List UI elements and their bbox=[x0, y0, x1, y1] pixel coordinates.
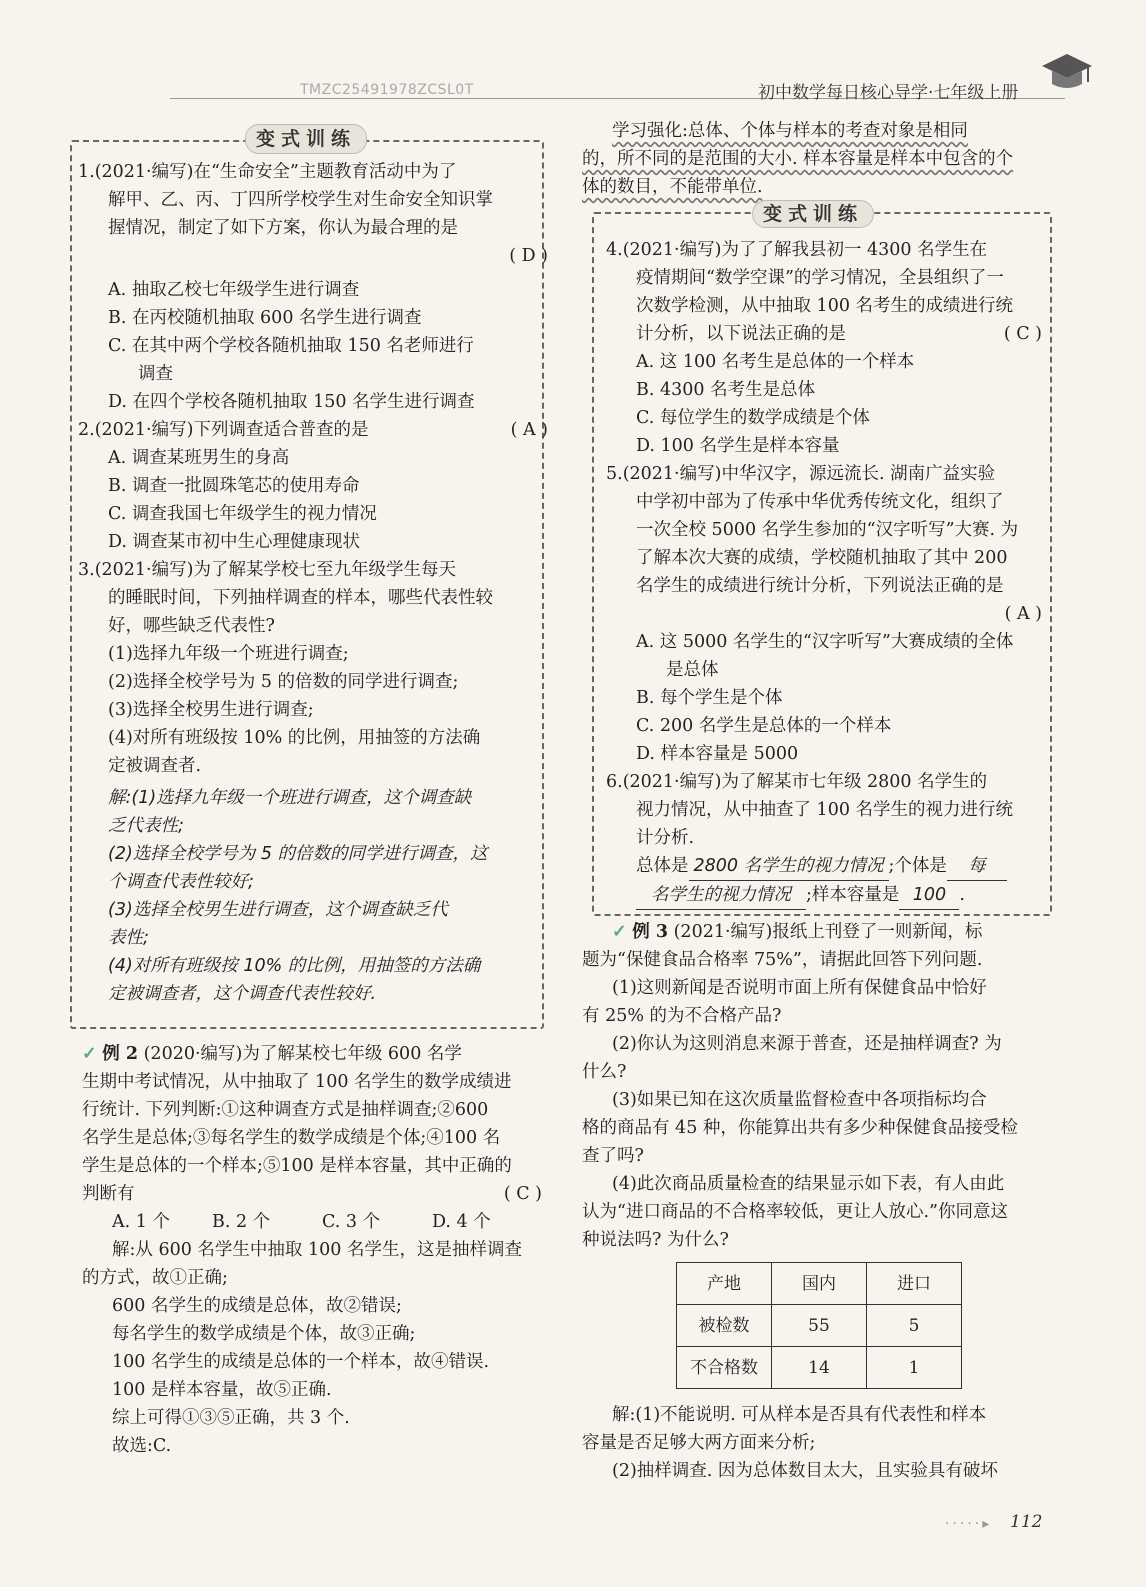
q4-answer: ( C ) bbox=[1003, 324, 1042, 344]
q5-line-4: 了解本次大赛的成绩，学校随机抽取了其中 200 bbox=[636, 548, 1008, 568]
ex3-line-6: 什么? bbox=[582, 1062, 627, 1082]
study-note bbox=[582, 117, 1052, 201]
ex2-answer: ( C ) bbox=[503, 1184, 542, 1204]
q5-option-a: A. 这 5000 名学生的“汉字听写”大赛成绩的全体 bbox=[636, 632, 1014, 652]
q4-option-d: D. 100 名学生是样本容量 bbox=[636, 436, 840, 456]
table-row bbox=[677, 1305, 962, 1347]
ex3-line-2: 题为“保健食品合格率 75%”，请据此回答下列问题. bbox=[582, 950, 983, 970]
table-header-cell: 进口 bbox=[867, 1263, 962, 1305]
q5-answer: ( A ) bbox=[1004, 604, 1042, 624]
q4-line-2: 疫情期间“数学空课”的学习情况，全县组织了一 bbox=[636, 268, 1004, 288]
right-column-box-content bbox=[606, 236, 1042, 910]
q3-sol-4: 个调查代表性较好; bbox=[108, 872, 254, 892]
q6-blank-population: 2800 名学生的视力情况 bbox=[689, 852, 889, 881]
q5-option-d: D. 样本容量是 5000 bbox=[636, 744, 799, 764]
ex3-line-3: (1)这则新闻是否说明市面上所有保健食品中恰好 bbox=[612, 978, 987, 998]
q1-line-1: 1.(2021·编写)在“生命安全”主题教育活动中为了 bbox=[78, 162, 457, 182]
ex2-line-2: 生期中考试情况，从中抽取了 100 名学生的数学成绩进 bbox=[82, 1072, 512, 1092]
q6-line-3: 计分析. bbox=[636, 828, 695, 848]
q3-sol-2: 乏代表性; bbox=[108, 816, 184, 836]
ex3-line-10: (4)此次商品质量检查的结果显示如下表，有人由此 bbox=[612, 1174, 1005, 1194]
ex2-line-4: 名学生是总体;③每名学生的数学成绩是个体;④100 名 bbox=[82, 1128, 501, 1148]
ex2-option-b: B. 2 个 bbox=[212, 1212, 271, 1232]
ex2-line-6 bbox=[82, 1180, 542, 1208]
q6-fill-c-prefix: ;样本容量是 bbox=[806, 885, 900, 905]
q5-line-5: 名学生的成绩进行统计分析，下列说法正确的是 bbox=[636, 576, 1004, 596]
q1-option-c-cont: 调查 bbox=[138, 364, 173, 384]
ex2-line-1 bbox=[82, 1040, 542, 1068]
table-cell: 不合格数 bbox=[677, 1347, 772, 1389]
q6-fill-line-2 bbox=[606, 881, 1042, 910]
ex2-options bbox=[82, 1208, 542, 1236]
q3-sol-8: 定被调查者，这个调查代表性较好. bbox=[108, 984, 377, 1004]
ex2-option-c: C. 3 个 bbox=[322, 1212, 381, 1232]
ex2-line-6-text: 判断有 bbox=[82, 1184, 135, 1204]
table-header-row bbox=[677, 1263, 962, 1305]
table-cell: 5 bbox=[867, 1305, 962, 1347]
ex2-sol-2: 的方式，故①正确; bbox=[82, 1268, 228, 1288]
q2-stem-text: 2.(2021·编写)下列调查适合普查的是 bbox=[78, 420, 369, 440]
q2-stem bbox=[78, 416, 548, 444]
ex2-sol-7: 综上可得①③⑤正确，共 3 个. bbox=[112, 1408, 350, 1428]
ex2-sol-3: 600 名学生的成绩是总体，故②错误; bbox=[112, 1296, 402, 1316]
q6-fill-b-prefix: ;个体是 bbox=[888, 856, 947, 876]
q6-blank-individual-1: 每 bbox=[947, 852, 1007, 881]
q3-sol-6: 表性; bbox=[108, 928, 149, 948]
study-line-2: 的，所不同的是范围的大小. 样本容量是样本中包含的个 bbox=[582, 149, 1014, 169]
check-icon: ✓ bbox=[82, 1044, 97, 1064]
table-cell: 55 bbox=[772, 1305, 867, 1347]
q6-blank-sample-size: 100 bbox=[899, 881, 959, 910]
ex3-sol-1: 解:(1)不能说明. 可从样本是否具有代表性和样本 bbox=[612, 1405, 987, 1425]
q3-line-7: (4)对所有班级按 10% 的比例，用抽签的方法确 bbox=[108, 728, 481, 748]
q3-line-3: 好，哪些缺乏代表性? bbox=[108, 616, 275, 636]
table-header-cell: 国内 bbox=[772, 1263, 867, 1305]
ex3-line-11: 认为“进口商品的不合格率较低，更让人放心.”你同意这 bbox=[582, 1202, 1008, 1222]
ex3-line-7: (3)如果已知在这次质量监督检查中各项指标均合 bbox=[612, 1090, 987, 1110]
ex2-option-a: A. 1 个 bbox=[112, 1212, 170, 1232]
ex3-line-8: 格的商品有 45 种，你能算出共有多少种保健食品接受检 bbox=[582, 1118, 1018, 1138]
q1-line-3: 握情况，制定了如下方案，你认为最合理的是 bbox=[108, 218, 458, 238]
q5-line-1: 5.(2021·编写)中华汉字，源远流长. 湖南广益实验 bbox=[606, 464, 996, 484]
ex3-line-9: 查了吗? bbox=[582, 1146, 644, 1166]
q3-sol-7: (4)对所有班级按 10% 的比例，用抽签的方法确 bbox=[108, 956, 481, 976]
page-number: 112 bbox=[1010, 1512, 1043, 1532]
ex2-line-3: 行统计. 下列判断:①这种调查方式是抽样调查;②600 bbox=[82, 1100, 489, 1120]
ex2-option-d: D. 4 个 bbox=[432, 1212, 491, 1232]
q3-sol-1: 解:(1)选择九年级一个班进行调查，这个调查缺 bbox=[108, 788, 472, 808]
q1-option-b: B. 在丙校随机抽取 600 名学生进行调查 bbox=[108, 308, 422, 328]
ex3-line-4: 有 25% 的为不合格产品? bbox=[582, 1006, 782, 1026]
ex3-sol-3: (2)抽样调查. 因为总体数目太大，且实验具有破坏 bbox=[612, 1461, 998, 1481]
study-line-1: 学习强化:总体、个体与样本的考查对象是相同 bbox=[612, 121, 968, 141]
ex2-sol-1: 解:从 600 名学生中抽取 100 名学生，这是抽样调查 bbox=[112, 1240, 522, 1260]
q4-line-4-text: 计分析，以下说法正确的是 bbox=[636, 324, 846, 344]
product-table bbox=[676, 1262, 962, 1389]
q6-fill-line-1 bbox=[606, 852, 1042, 881]
q6-blank-individual-2: 名学生的视力情况 bbox=[636, 881, 806, 910]
q2-answer: ( A ) bbox=[510, 420, 548, 440]
q2-option-c: C. 调查我国七年级学生的视力情况 bbox=[108, 504, 377, 524]
q3-line-5: (2)选择全校学号为 5 的倍数的同学进行调查; bbox=[108, 672, 459, 692]
q3-line-4: (1)选择九年级一个班进行调查; bbox=[108, 644, 349, 664]
q3-line-1: 3.(2021·编写)为了解某学校七至九年级学生每天 bbox=[78, 560, 456, 580]
q5-option-b: B. 每个学生是个体 bbox=[636, 688, 783, 708]
ex3-line-1 bbox=[582, 918, 1050, 946]
table-row bbox=[677, 1347, 962, 1389]
study-line-3: 体的数目，不能带单位. bbox=[582, 177, 763, 197]
q4-option-c: C. 每位学生的数学成绩是个体 bbox=[636, 408, 870, 428]
header-title: 初中数学每日核心导学·七年级上册 bbox=[758, 83, 1019, 103]
ex2-label: 例 2 bbox=[102, 1044, 139, 1064]
ex2-line-5: 学生是总体的一个样本;⑤100 是样本容量，其中正确的 bbox=[82, 1156, 512, 1176]
ex2-sol-6: 100 是样本容量，故⑤正确. bbox=[112, 1380, 332, 1400]
example-3 bbox=[582, 918, 1050, 1485]
graduation-cap-icon bbox=[1040, 48, 1094, 96]
q1-line-2: 解甲、乙、丙、丁四所学校学生对生命安全知识掌 bbox=[108, 190, 493, 210]
ex3-line-12: 种说法吗? 为什么? bbox=[582, 1230, 729, 1250]
q1-option-a: A. 抽取乙校七年级学生进行调查 bbox=[108, 280, 360, 300]
check-icon-2: ✓ bbox=[612, 922, 627, 942]
q4-option-a: A. 这 100 名考生是总体的一个样本 bbox=[636, 352, 915, 372]
left-box-title: 变式训练 bbox=[245, 124, 367, 154]
q5-option-a-cont: 是总体 bbox=[666, 660, 719, 680]
right-box-title: 变式训练 bbox=[752, 200, 874, 228]
table-header-cell: 产地 bbox=[677, 1263, 772, 1305]
ex3-sol-2: 容量是否足够大两方面来分析; bbox=[582, 1433, 816, 1453]
q3-line-6: (3)选择全校男生进行调查; bbox=[108, 700, 314, 720]
q1-option-d: D. 在四个学校各随机抽取 150 名学生进行调查 bbox=[108, 392, 475, 412]
q2-option-b: B. 调查一批圆珠笔芯的使用寿命 bbox=[108, 476, 360, 496]
q5-answer-line bbox=[606, 600, 1042, 628]
ex3-label: 例 3 bbox=[632, 922, 669, 942]
table-cell: 14 bbox=[772, 1347, 867, 1389]
table-cell: 1 bbox=[867, 1347, 962, 1389]
ex2-sol-4: 每名学生的数学成绩是个体，故③正确; bbox=[112, 1324, 416, 1344]
q3-sol-3: (2)选择全校学号为 5 的倍数的同学进行调查，这 bbox=[108, 844, 488, 864]
q6-fill-a-prefix: 总体是 bbox=[636, 856, 689, 876]
q4-option-b: B. 4300 名考生是总体 bbox=[636, 380, 816, 400]
q4-line-4 bbox=[606, 320, 1042, 348]
q6-line-1: 6.(2021·编写)为了解某市七年级 2800 名学生的 bbox=[606, 772, 988, 792]
q2-option-d: D. 调查某市初中生心理健康现状 bbox=[108, 532, 361, 552]
header-code: TMZC25491978ZCSL0T bbox=[300, 82, 474, 98]
q5-line-3: 一次全校 5000 名学生参加的“汉字听写”大赛. 为 bbox=[636, 520, 1019, 540]
q1-answer: ( D ) bbox=[509, 246, 548, 266]
q3-line-2: 的睡眠时间，下列抽样调查的样本，哪些代表性较 bbox=[108, 588, 493, 608]
q3-sol-5: (3)选择全校男生进行调查，这个调查缺乏代 bbox=[108, 900, 448, 920]
q3-solution bbox=[78, 784, 548, 1008]
table-cell: 被检数 bbox=[677, 1305, 772, 1347]
q5-line-2: 中学初中部为了传承中华优秀传统文化，组织了 bbox=[636, 492, 1004, 512]
q1-option-c: C. 在其中两个学校各随机抽取 150 名老师进行 bbox=[108, 336, 474, 356]
q5-option-c: C. 200 名学生是总体的一个样本 bbox=[636, 716, 892, 736]
ex2-sol-8: 故选:C. bbox=[112, 1436, 172, 1456]
ex2-line-1-text: (2020·编写)为了解某校七年级 600 名学 bbox=[143, 1044, 462, 1064]
ex3-line-5: (2)你认为这则消息来源于普查，还是抽样调查? 为 bbox=[612, 1034, 1002, 1054]
q4-line-1: 4.(2021·编写)为了了解我县初一 4300 名学生在 bbox=[606, 240, 988, 260]
q6-fill-end: . bbox=[959, 885, 965, 905]
page-number-dots: ·····▸ bbox=[945, 1516, 993, 1532]
example-2 bbox=[82, 1040, 542, 1460]
q6-line-2: 视力情况，从中抽查了 100 名学生的视力进行统 bbox=[636, 800, 1014, 820]
q3-line-8: 定被调查者. bbox=[108, 756, 202, 776]
ex3-line-1-text: (2021·编写)报纸上刊登了一则新闻，标 bbox=[673, 922, 983, 942]
left-column-box-content bbox=[78, 158, 548, 1008]
q4-line-3: 次数学检测，从中抽取 100 名考生的成绩进行统 bbox=[636, 296, 1014, 316]
ex2-sol-5: 100 名学生的成绩是总体的一个样本，故④错误. bbox=[112, 1352, 490, 1372]
q2-option-a: A. 调查某班男生的身高 bbox=[108, 448, 290, 468]
